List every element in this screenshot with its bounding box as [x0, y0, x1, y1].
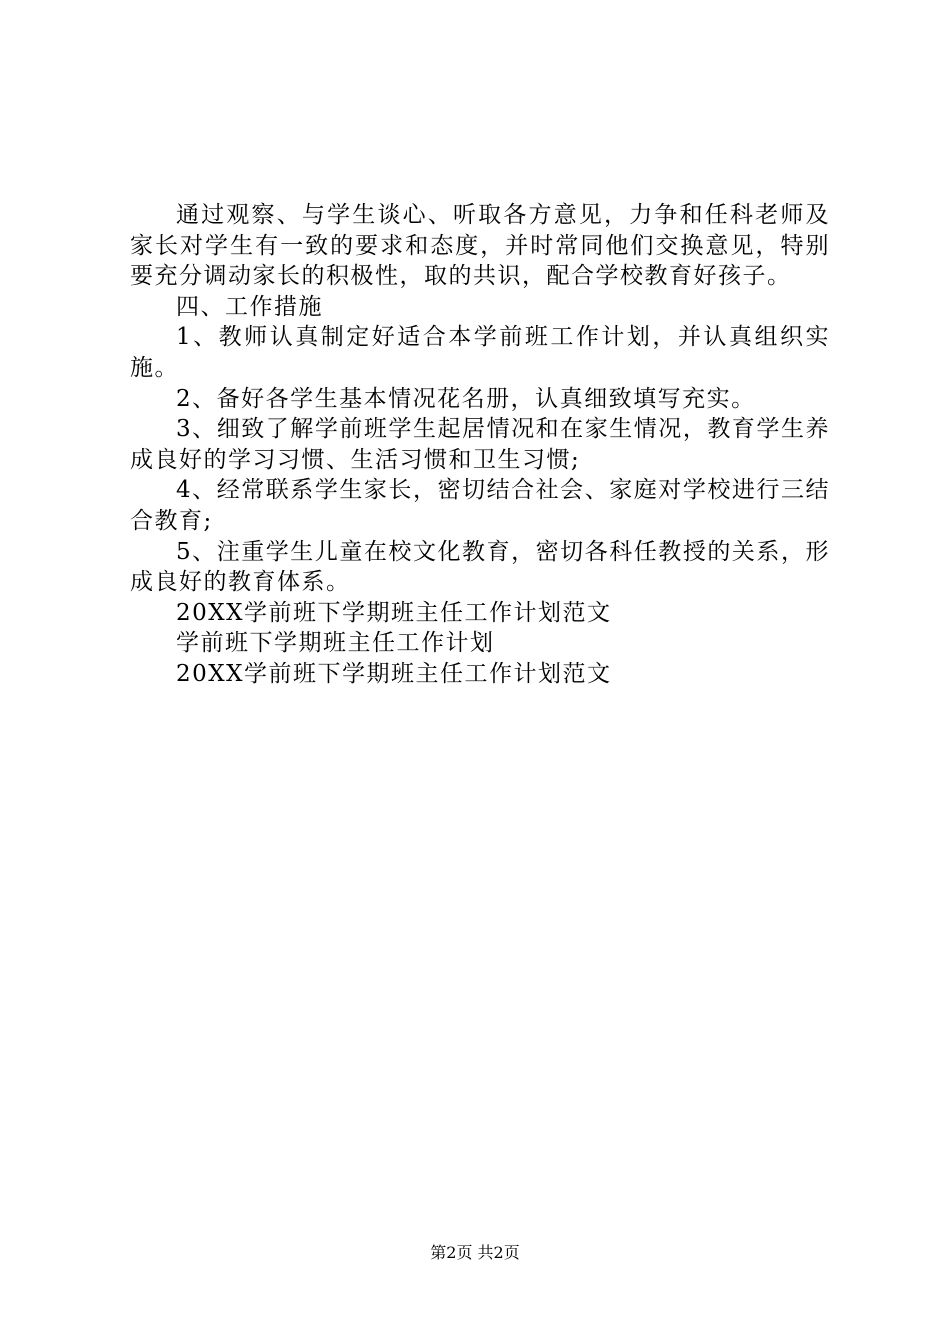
list-item-3: 3、细致了解学前班学生起居情况和在家生情况，教育学生养成良好的学习习惯、生活习惯和卫生习惯;	[130, 416, 830, 473]
list-item-2: 2、备好各学生基本情况花名册，认真细致填写充实。	[176, 385, 756, 412]
related-title-2: 学前班下学期班主任工作计划	[176, 630, 495, 657]
list-item-4: 4、经常联系学生家长，密切结合社会、家庭对学校进行三结合教育;	[130, 477, 830, 534]
page-number-footer: 第2页 共2页	[430, 1243, 520, 1262]
paragraph-communication: 通过观察、与学生谈心、听取各方意见，力争和任科老师及家长对学生有一致的要求和态度，并时常同他们交换意见，特别要充分调动家长的积极性，取的共识，配合学校教育好孩子。	[130, 202, 830, 290]
list-item-1: 1、教师认真制定好适合本学前班工作计划，并认真组织实施。	[130, 324, 830, 381]
list-item-5: 5、注重学生儿童在校文化教育，密切各科任教授的关系，形成良好的教育体系。	[130, 538, 830, 596]
related-title-1: 20XX学前班下学期班主任工作计划范文	[176, 599, 612, 626]
document-body	[130, 200, 830, 690]
related-title-3: 20XX学前班下学期班主任工作计划范文	[176, 660, 612, 687]
section-heading-measures: 四、工作措施	[176, 293, 323, 320]
